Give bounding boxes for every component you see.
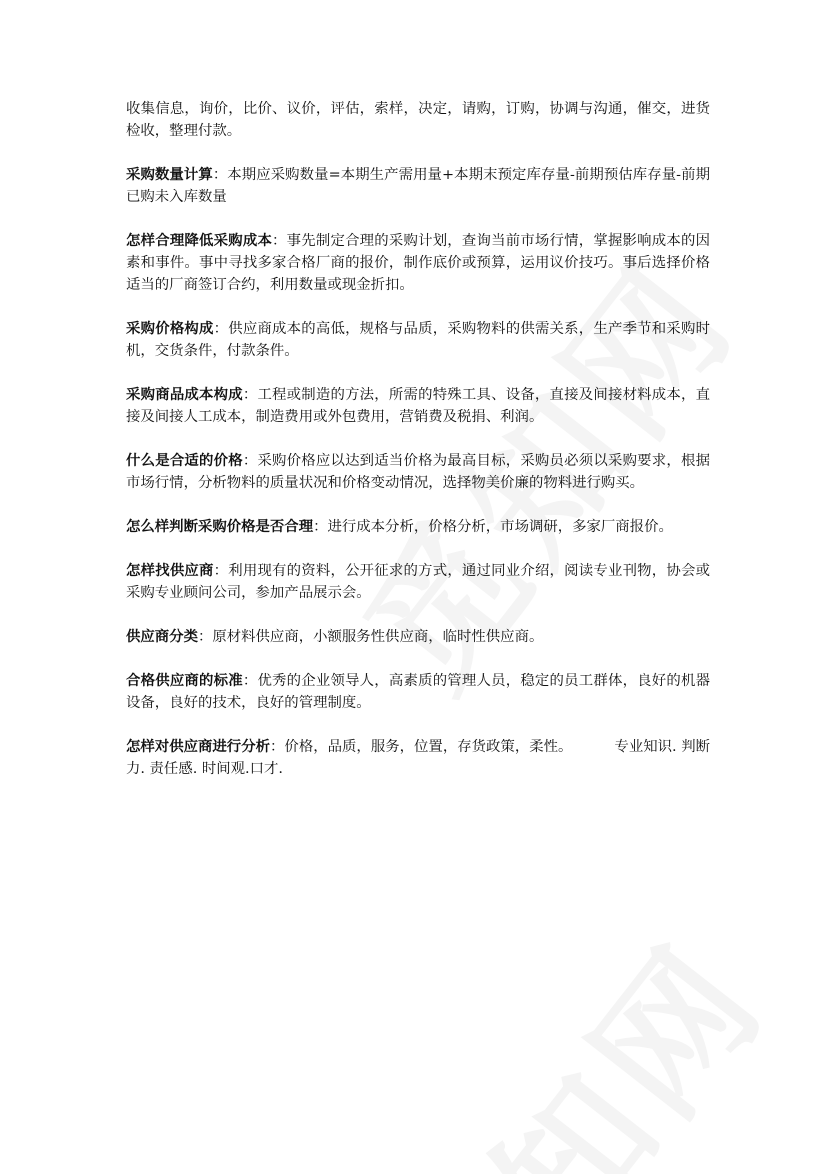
paragraph-judge-price (126, 516, 710, 538)
paragraph-text: ：工程或制造的方法，所需的特殊工具、设备，直接及间接材料成本，直接及间接人工成本，制造费用或外包费用，营销费及税捐、利润。 (126, 387, 710, 425)
paragraph-term: 供应商分类 (126, 629, 198, 645)
paragraph-extra-text: 专业知识. 判断力. 责任感. 时间观.口才. (126, 739, 710, 777)
paragraph-supplier-analysis (126, 736, 710, 780)
paragraph-text: ：利用现有的资料，公开征求的方式，通过同业介绍，阅读专业刊物，协会或采购专业顾问公司，参加产品展示会。 (126, 563, 710, 601)
paragraph-procurement-process (126, 98, 710, 142)
paragraph-text: 收集信息，询价，比价、议价，评估，索样，决定，请购，订购，协调与沟通，催交，进货检收，整理付款。 (126, 101, 710, 139)
paragraph-text: ：本期应采购数量=本期生产需用量+本期末预定库存量-前期预估库存量-前期已购未入库数量 (126, 167, 710, 205)
paragraph-goods-cost (126, 384, 710, 428)
paragraph-reduce-cost (126, 230, 710, 296)
document-body (126, 98, 710, 802)
watermark (337, 892, 803, 1174)
paragraph-text: ：供应商成本的高低，规格与品质，采购物料的供需关系，生产季节和采购时机，交货条件，付款条件。 (126, 321, 710, 359)
paragraph-price-composition (126, 318, 710, 362)
paragraph-supplier-standard (126, 670, 710, 714)
paragraph-supplier-types (126, 626, 710, 648)
paragraph-text: ：事先制定合理的采购计划，查询当前市场行情，掌握影响成本的因素和事件。事中寻找多家合格厂商的报价，制作底价或预算，运用议价技巧。事后选择价格适当的厂商签订合约，利用数量或现金折扣。 (126, 233, 710, 293)
paragraph-text: ：优秀的企业领导人，高素质的管理人员，稳定的员工群体，良好的机器设备，良好的技术，良好的管理制度。 (126, 673, 710, 711)
paragraph-term: 怎样合理降低采购成本 (126, 233, 273, 249)
paragraph-text: ：价格，品质，服务，位置，存货政策，柔性。 (270, 739, 573, 755)
paragraph-term: 怎样找供应商 (126, 563, 214, 579)
paragraph-term: 采购数量计算 (126, 167, 213, 183)
paragraph-term: 采购价格构成 (126, 321, 214, 337)
paragraph-term: 采购商品成本构成 (126, 387, 243, 403)
paragraph-find-supplier (126, 560, 710, 604)
paragraph-term: 怎么样判断采购价格是否合理 (126, 519, 314, 535)
paragraph-text: ：进行成本分析，价格分析，市场调研，多家厂商报价。 (313, 519, 673, 535)
paragraph-purchase-quantity (126, 164, 710, 208)
paragraph-text: ：原材料供应商，小额服务性供应商，临时性供应商。 (197, 629, 544, 645)
paragraph-suitable-price (126, 450, 710, 494)
paragraph-text: ：采购价格应以达到适当价格为最高目标，采购员必须以采购要求，根据市场行情，分析物料的质量状况和价格变动情况，选择物美价廉的物料进行购买。 (126, 453, 710, 491)
paragraph-term: 什么是合适的价格 (126, 453, 243, 469)
paragraph-term: 怎样对供应商进行分析 (126, 739, 271, 755)
paragraph-term: 合格供应商的标准 (126, 673, 243, 689)
